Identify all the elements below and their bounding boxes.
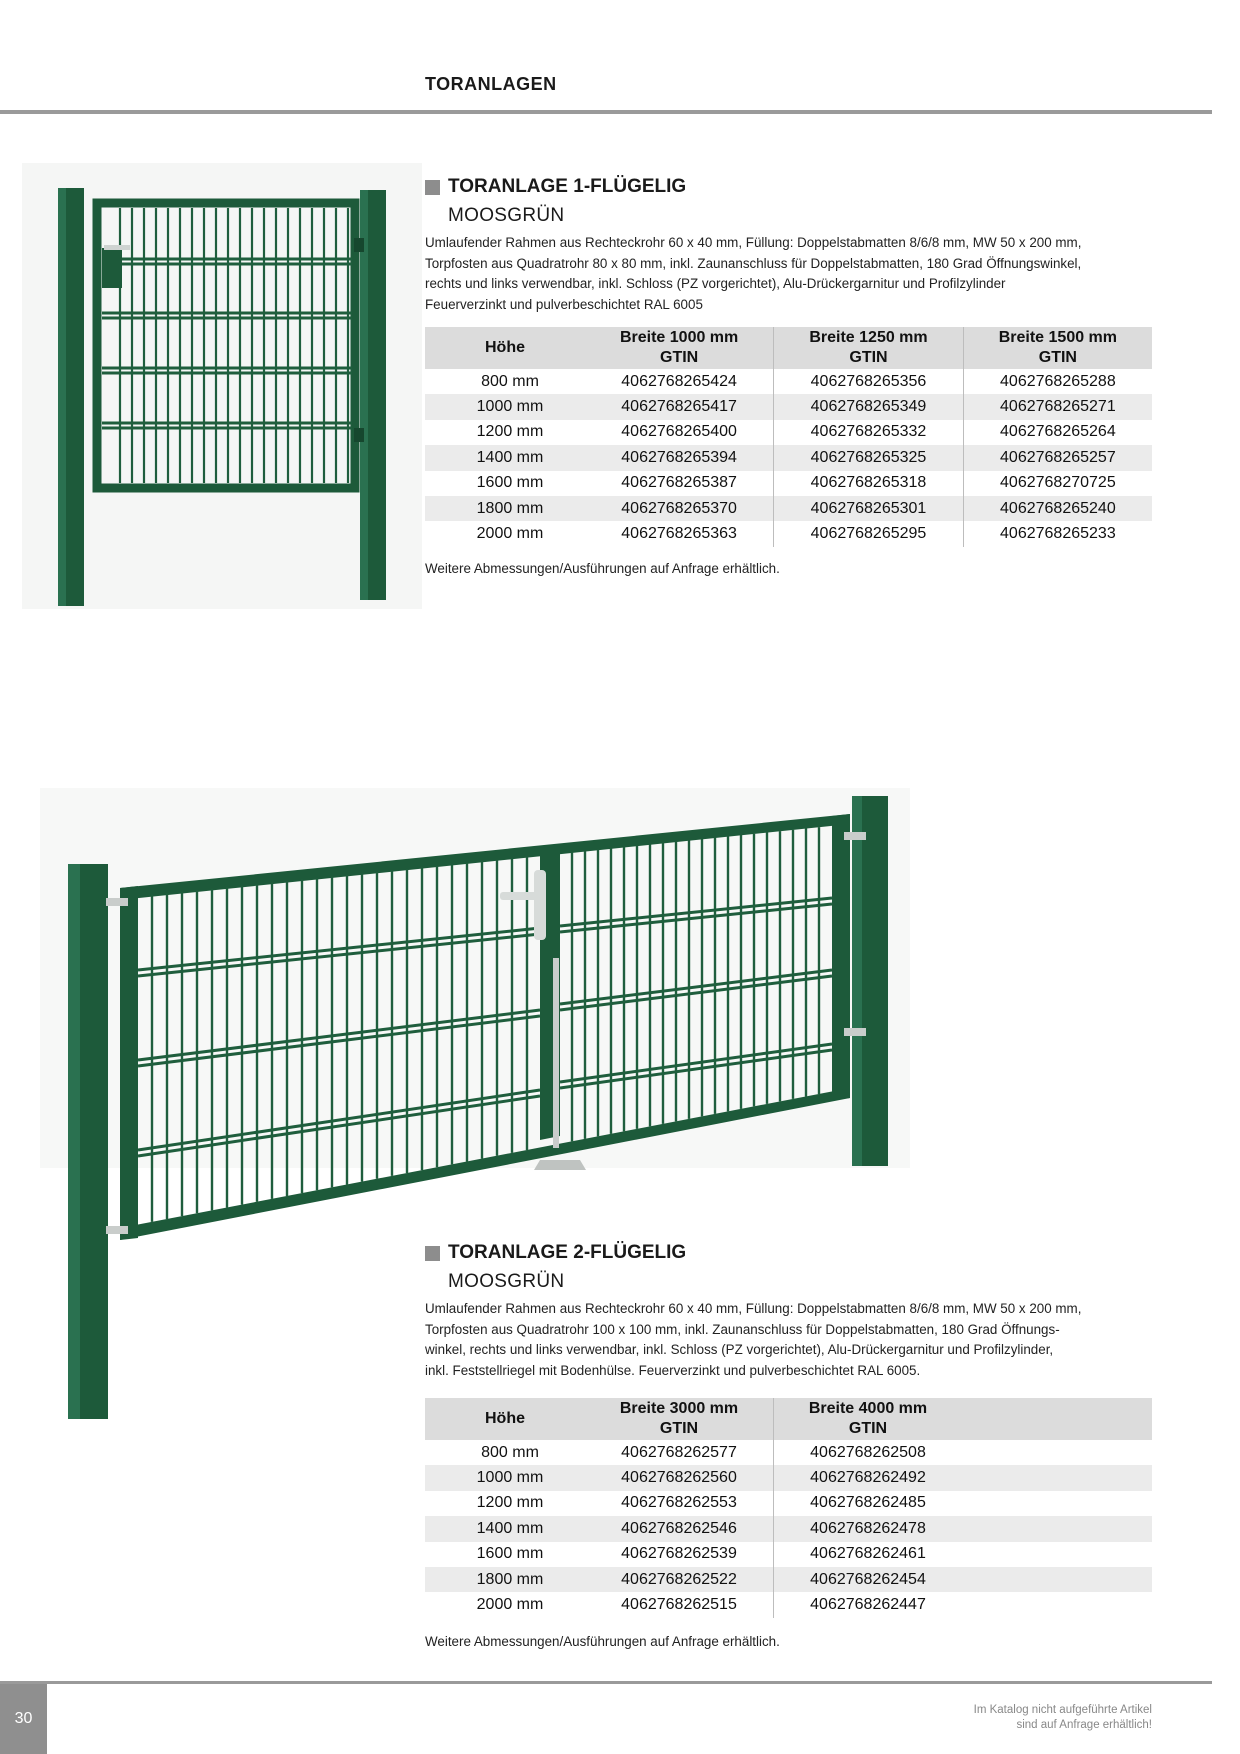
description-line: Feuerverzinkt und pulverbeschichtet RAL 6005 [425, 296, 703, 312]
column-header: Breite 1250 mm GTIN [774, 327, 964, 369]
section1-title-text: TORANLAGE 1-FLÜGELIG [448, 176, 687, 197]
footer-note-line: sind auf Anfrage erhältlich! [1016, 1719, 1152, 1731]
single-gate-image [22, 163, 422, 609]
section2-note: Weitere Abmessungen/Ausführungen auf Anfrage erhältlich. [425, 1634, 780, 1649]
description-line: Torpfosten aus Quadratrohr 80 x 80 mm, inkl. Zaunanschluss für Doppelstabmatten, 180 Grad Öffnungswinkel, [425, 255, 1082, 271]
description-line: rechts und links verwendbar, inkl. Schloss (PZ vorgerichtet), Alu-Drückergarnitur und Profilzylinder [425, 276, 1006, 291]
column-header: Breite 3000 mm GTIN [585, 1398, 774, 1440]
column-header-height: Höhe [425, 1398, 585, 1440]
table-row: 1600 mm 4062768265387 4062768265318 4062768270725 [425, 471, 1152, 496]
page-header-title: TORANLAGEN [425, 74, 557, 94]
column-header-height: Höhe [425, 327, 585, 369]
table-row: 1400 mm 4062768262546 4062768262478 [425, 1516, 1152, 1541]
table-row: 2000 mm 4062768262515 4062768262447 [425, 1592, 1152, 1617]
table-row: 1600 mm 4062768262539 4062768262461 [425, 1542, 1152, 1567]
table-header-row [425, 1398, 1152, 1440]
column-header: Breite 1500 mm GTIN [963, 327, 1152, 369]
footer-divider [0, 1681, 1212, 1684]
footer-note-line: Im Katalog nicht aufgeführte Artikel [973, 1704, 1152, 1716]
section1-title [425, 176, 686, 198]
description-line: Torpfosten aus Quadratrohr 100 x 100 mm, inkl. Zaunanschluss für Doppelstabmatten, 180 Grad Öffnungs- [425, 1321, 1060, 1337]
section1-description [425, 233, 1145, 315]
section1-note: Weitere Abmessungen/Ausführungen auf Anfrage erhältlich. [425, 561, 780, 576]
description-line: Umlaufender Rahmen aus Rechteckrohr 60 x 40 mm, Füllung: Doppelstabmatten 8/6/8 mm, MW 50 x 200 mm, [425, 235, 1082, 250]
column-header: Breite 4000 mm GTIN [774, 1398, 963, 1440]
description-line: Umlaufender Rahmen aus Rechteckrohr 60 x 40 mm, Füllung: Doppelstabmatten 8/6/8 mm, MW 50 x 200 mm, [425, 1301, 1082, 1316]
column-header: Breite 1000 mm GTIN [585, 327, 774, 369]
section2-description [425, 1299, 1145, 1381]
table-row: 1800 mm 4062768262522 4062768262454 [425, 1567, 1152, 1592]
footer-note [974, 1703, 1152, 1733]
table-row: 800 mm 4062768265424 4062768265356 4062768265288 [425, 369, 1152, 394]
table-row: 1000 mm 4062768265417 4062768265349 4062768265271 [425, 394, 1152, 419]
table-row: 2000 mm 4062768265363 4062768265295 4062768265233 [425, 521, 1152, 546]
table-row: 1800 mm 4062768265370 4062768265301 4062768265240 [425, 496, 1152, 521]
section1-subtitle: MOOSGRÜN [448, 205, 565, 226]
table-header-row [425, 327, 1152, 369]
table-row: 1000 mm 4062768262560 4062768262492 [425, 1465, 1152, 1490]
bullet-square-icon [425, 1246, 440, 1261]
column-header-empty [962, 1398, 1152, 1440]
section1-gtin-table [425, 327, 1152, 547]
section2-subtitle: MOOSGRÜN [448, 1271, 565, 1292]
section2-title-text: TORANLAGE 2-FLÜGELIG [448, 1242, 687, 1263]
page-number: 30 [0, 1684, 47, 1754]
table-row: 800 mm 4062768262577 4062768262508 [425, 1440, 1152, 1465]
header-divider [0, 110, 1212, 114]
bullet-square-icon [425, 180, 440, 195]
table-row: 1200 mm 4062768265400 4062768265332 4062768265264 [425, 420, 1152, 445]
section2-title [425, 1242, 686, 1264]
section2-gtin-table [425, 1398, 1152, 1618]
table-row: 1200 mm 4062768262553 4062768262485 [425, 1491, 1152, 1516]
description-line: winkel, rechts und links verwendbar, inkl. Schloss (PZ vorgerichtet), Alu-Drückergarnitur und Profilzylinder, [425, 1342, 1054, 1357]
description-line: inkl. Feststellriegel mit Bodenhülse. Feuerverzinkt und pulverbeschichtet RAL 6005. [425, 1362, 921, 1378]
table-row: 1400 mm 4062768265394 4062768265325 4062768265257 [425, 445, 1152, 470]
